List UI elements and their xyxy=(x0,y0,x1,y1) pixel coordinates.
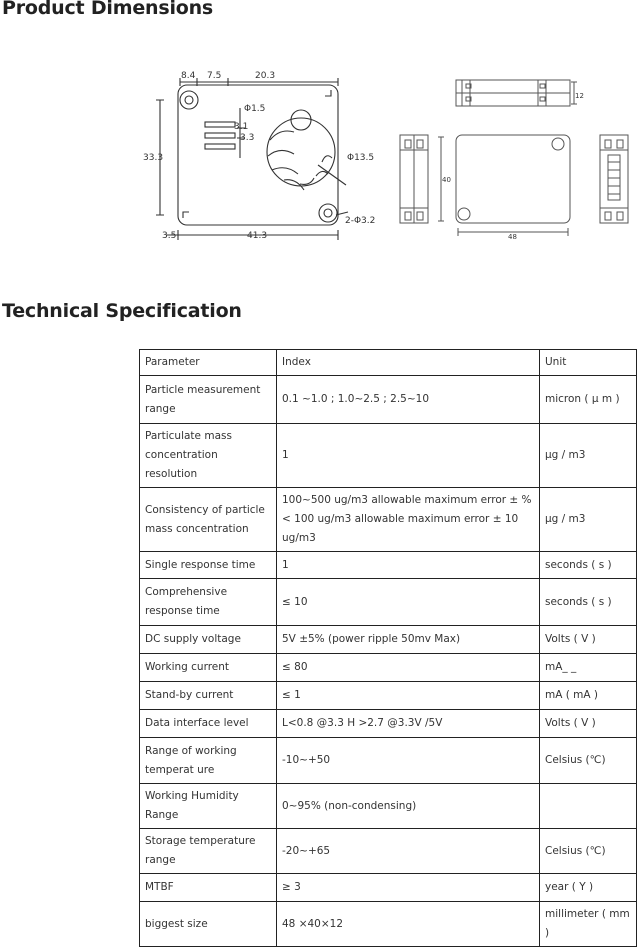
front-48: 48 xyxy=(508,233,517,241)
param-cell: Storage temperature range xyxy=(140,829,277,874)
holes-label: 2-Φ3.2 xyxy=(345,216,376,226)
index-cell: 48 ×40×12 xyxy=(277,902,540,947)
index-cell: L<0.8 @3.3 H >2.7 @3.3V /5V xyxy=(277,710,540,738)
dim-3-5: 3.5 xyxy=(162,231,177,241)
param-cell: Particle measurement range xyxy=(140,376,277,424)
index-cell: -10~+50 xyxy=(277,738,540,784)
table-row xyxy=(140,738,637,784)
dim-7-5: 7.5 xyxy=(207,71,222,81)
dim-3-1: 3.1 xyxy=(234,122,249,132)
unit-cell: Volts ( V ) xyxy=(540,710,637,738)
dia-1-5: Φ1.5 xyxy=(244,104,266,114)
param-cell: DC supply voltage xyxy=(140,626,277,654)
technical-specification-heading: Technical Specification xyxy=(2,300,242,322)
table-header-row xyxy=(140,350,637,376)
unit-cell: micron ( μ m ) xyxy=(540,376,637,424)
param-cell: MTBF xyxy=(140,874,277,902)
product-dimensions-heading: Product Dimensions xyxy=(2,0,214,19)
table-row xyxy=(140,902,637,947)
param-cell: Stand-by current xyxy=(140,682,277,710)
unit-cell: year ( Y ) xyxy=(540,874,637,902)
connector-pin xyxy=(205,122,235,127)
spec-table xyxy=(139,349,637,947)
table-row xyxy=(140,682,637,710)
front-40: 40 xyxy=(442,176,451,184)
index-cell: 0.1 ~1.0 ; 1.0~2.5 ; 2.5~10 xyxy=(277,376,540,424)
index-cell: ≤ 10 xyxy=(277,579,540,626)
side-12: 12 xyxy=(575,92,584,100)
dim-33-3: 33.3 xyxy=(143,153,164,163)
table-row xyxy=(140,488,637,552)
param-cell: biggest size xyxy=(140,902,277,947)
index-cell: 1 xyxy=(277,552,540,579)
table-row xyxy=(140,552,637,579)
mounting-hole-right xyxy=(319,204,337,222)
dimension-drawing xyxy=(0,40,638,250)
header-unit: Unit xyxy=(540,350,637,376)
dim-20-3: 20.3 xyxy=(255,71,276,81)
index-line: < 100 ug/m3 allowable maximum error ± 10 ug/m3 xyxy=(282,513,519,544)
unit-cell: mA_ _ xyxy=(540,654,637,682)
param-cell: Particulate mass concentration resolution xyxy=(140,424,277,488)
param-cell: Working current xyxy=(140,654,277,682)
param-cell: Range of working temperat ure xyxy=(140,738,277,784)
unit-cell: seconds ( s ) xyxy=(540,579,637,626)
unit-cell: millimeter ( mm ) xyxy=(540,902,637,947)
table-row xyxy=(140,710,637,738)
index-cell: ≤ 1 xyxy=(277,682,540,710)
param-cell: Consistency of particle mass concentration xyxy=(140,488,277,552)
unit-cell: seconds ( s ) xyxy=(540,552,637,579)
dim-8-4: 8.4 xyxy=(181,71,196,81)
unit-cell: Celsius (℃) xyxy=(540,738,637,784)
index-cell: 1 xyxy=(277,424,540,488)
header-index: Index xyxy=(277,350,540,376)
dim-3-3: 3.3 xyxy=(240,133,255,143)
table-row xyxy=(140,626,637,654)
param-cell: Working Humidity Range xyxy=(140,784,277,829)
unit-cell: Celsius (℃) xyxy=(540,829,637,874)
dim-41-3: 41.3 xyxy=(247,231,268,241)
param-cell: Data interface level xyxy=(140,710,277,738)
mounting-hole-left xyxy=(180,91,198,109)
index-line: 100~500 ug/m3 allowable maximum error ± % xyxy=(282,494,532,506)
index-cell xyxy=(277,488,540,552)
index-cell: -20~+65 xyxy=(277,829,540,874)
unit-cell xyxy=(540,784,637,829)
unit-cell: μg / m3 xyxy=(540,424,637,488)
table-row xyxy=(140,784,637,829)
param-cell: Single response time xyxy=(140,552,277,579)
table-row xyxy=(140,874,637,902)
unit-cell: mA ( mA ) xyxy=(540,682,637,710)
sensor-front-view xyxy=(456,135,570,223)
index-cell: 0~95% (non-condensing) xyxy=(277,784,540,829)
unit-cell: μg / m3 xyxy=(540,488,637,552)
table-row xyxy=(140,654,637,682)
fan-circle xyxy=(267,118,335,186)
table-row xyxy=(140,829,637,874)
index-cell: ≤ 80 xyxy=(277,654,540,682)
index-cell: ≥ 3 xyxy=(277,874,540,902)
dia-13-5: Φ13.5 xyxy=(347,153,375,163)
sensor-end-view-right xyxy=(600,135,628,223)
param-cell: Comprehensive response time xyxy=(140,579,277,626)
table-row xyxy=(140,376,637,424)
unit-cell: Volts ( V ) xyxy=(540,626,637,654)
table-row xyxy=(140,579,637,626)
table-row xyxy=(140,424,637,488)
index-cell: 5V ±5% (power ripple 50mv Max) xyxy=(277,626,540,654)
header-parameter: Parameter xyxy=(140,350,277,376)
